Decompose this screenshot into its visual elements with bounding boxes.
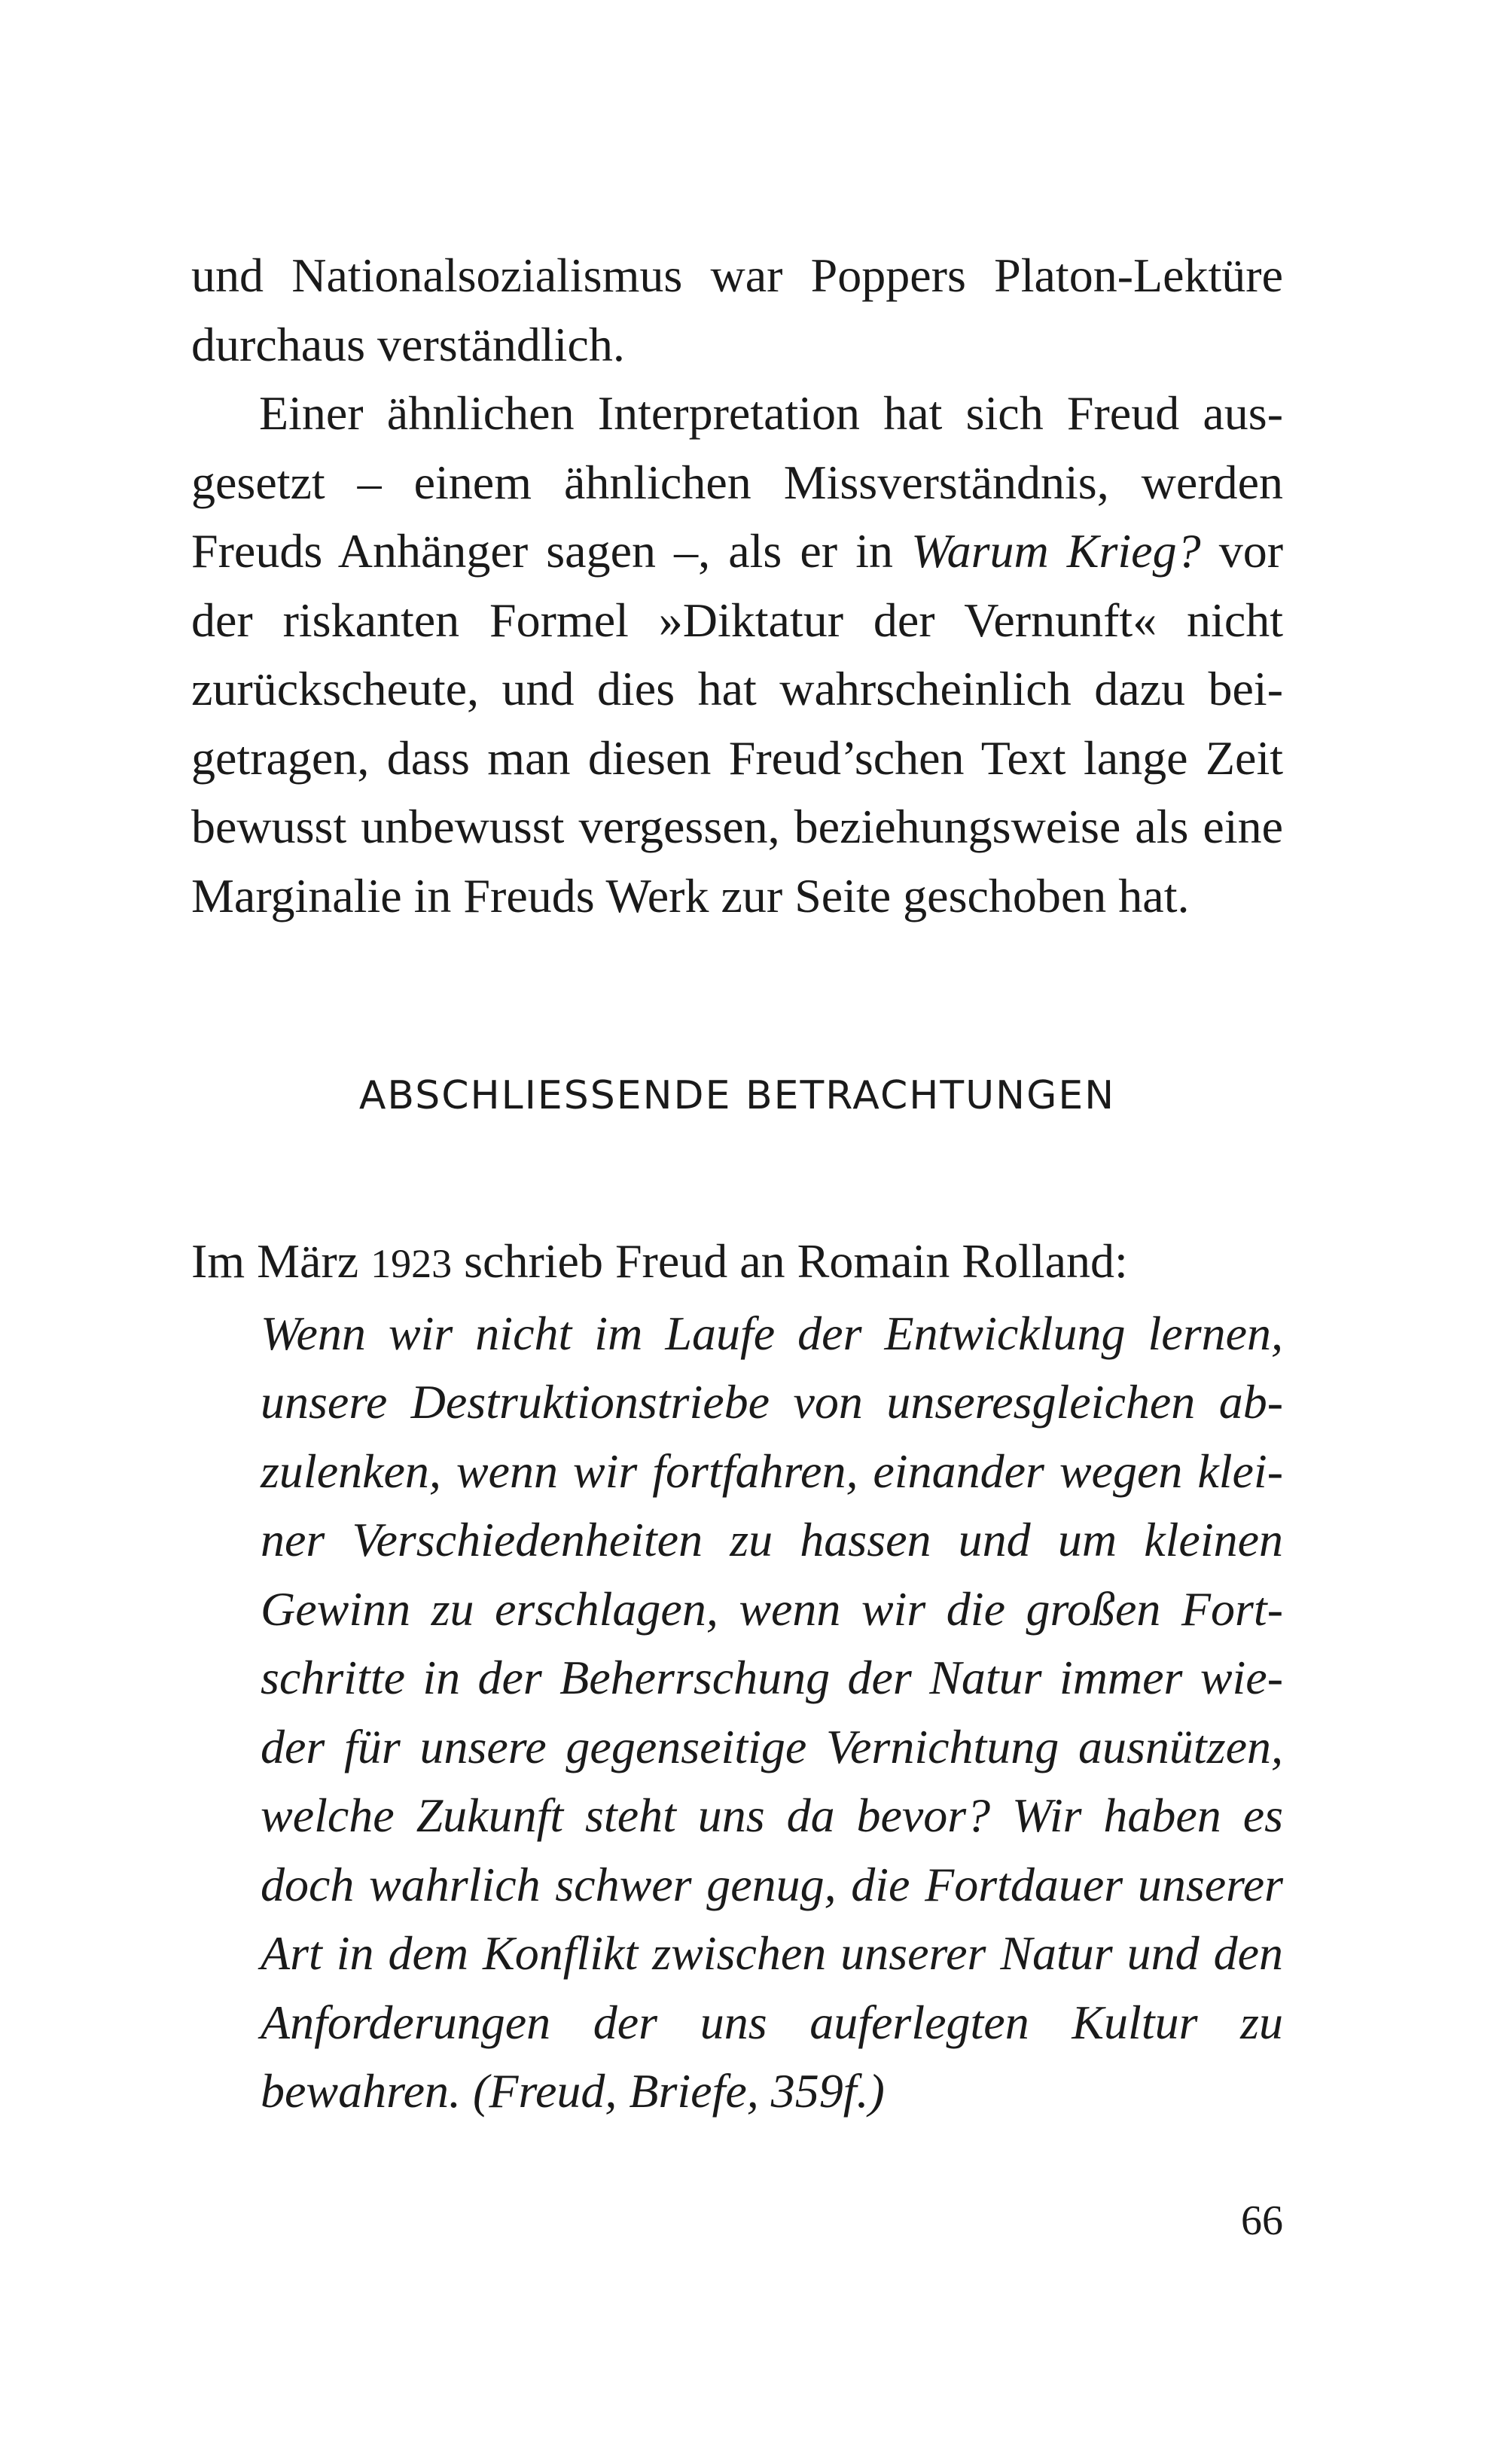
quote-intro-year: 1923 <box>370 1241 453 1286</box>
section-heading: ABSCHLIESSENDE BETRACHTUNGEN <box>358 1073 1116 1118</box>
quote-intro <box>191 1227 1283 1299</box>
page-number: 66 <box>1241 2197 1283 2244</box>
block-quote: Wenn wir nicht im Laufe der Entwicklung lernen, unsere Destruktionstriebe von unseresgleichen abzulenken, wenn wir fortfahren, einander wegen kleiner Verschiedenheiten zu hassen und um kleinen Gewinn zu erschlagen, wenn wir die großen Fortschritte in der Beherrschung der Natur immer wieder für unsere gegenseitige Vernichtung ausnützen, welche Zukunft steht uns da bevor? Wir haben es doch wahrlich schwer genug, die Fortdauer unserer Art in dem Konflikt zwischen unserer Natur und den Anforderungen der uns auferlegten Kultur zu bewahren. (Freud, Briefe, 359f.) <box>261 1306 1283 2118</box>
page-content <box>191 241 1283 2126</box>
work-title-warum-krieg: Warum Krieg? <box>911 524 1201 578</box>
quote-intro-end: schrieb Freud an Romain Rolland: <box>452 1234 1128 1288</box>
quote-intro-start: Im März <box>191 1234 371 1288</box>
body-paragraph-2 <box>191 379 1283 930</box>
paragraph-2-text-end: vor der riskanten Formel »Diktatur der Vernunft« nicht zurückscheute, und dies hat wahrscheinlich dazu beigetragen, dass man diesen Freud’schen Text lange Zeit bewusst unbewusst vergessen, beziehungsweise als eine Marginalie in Freuds Werk zur Seite geschoben hat. <box>191 524 1284 922</box>
paragraph-2-text-start: Einer ähnlichen Interpretation hat sich Freud ausgesetzt – einem ähnlichen Missverständnis, werden Freuds Anhänger sagen –, als er in <box>191 386 1283 578</box>
body-paragraph-1: und Nationalsozialismus war Poppers Platon-Lektüre durchaus verständlich. <box>191 249 1283 371</box>
